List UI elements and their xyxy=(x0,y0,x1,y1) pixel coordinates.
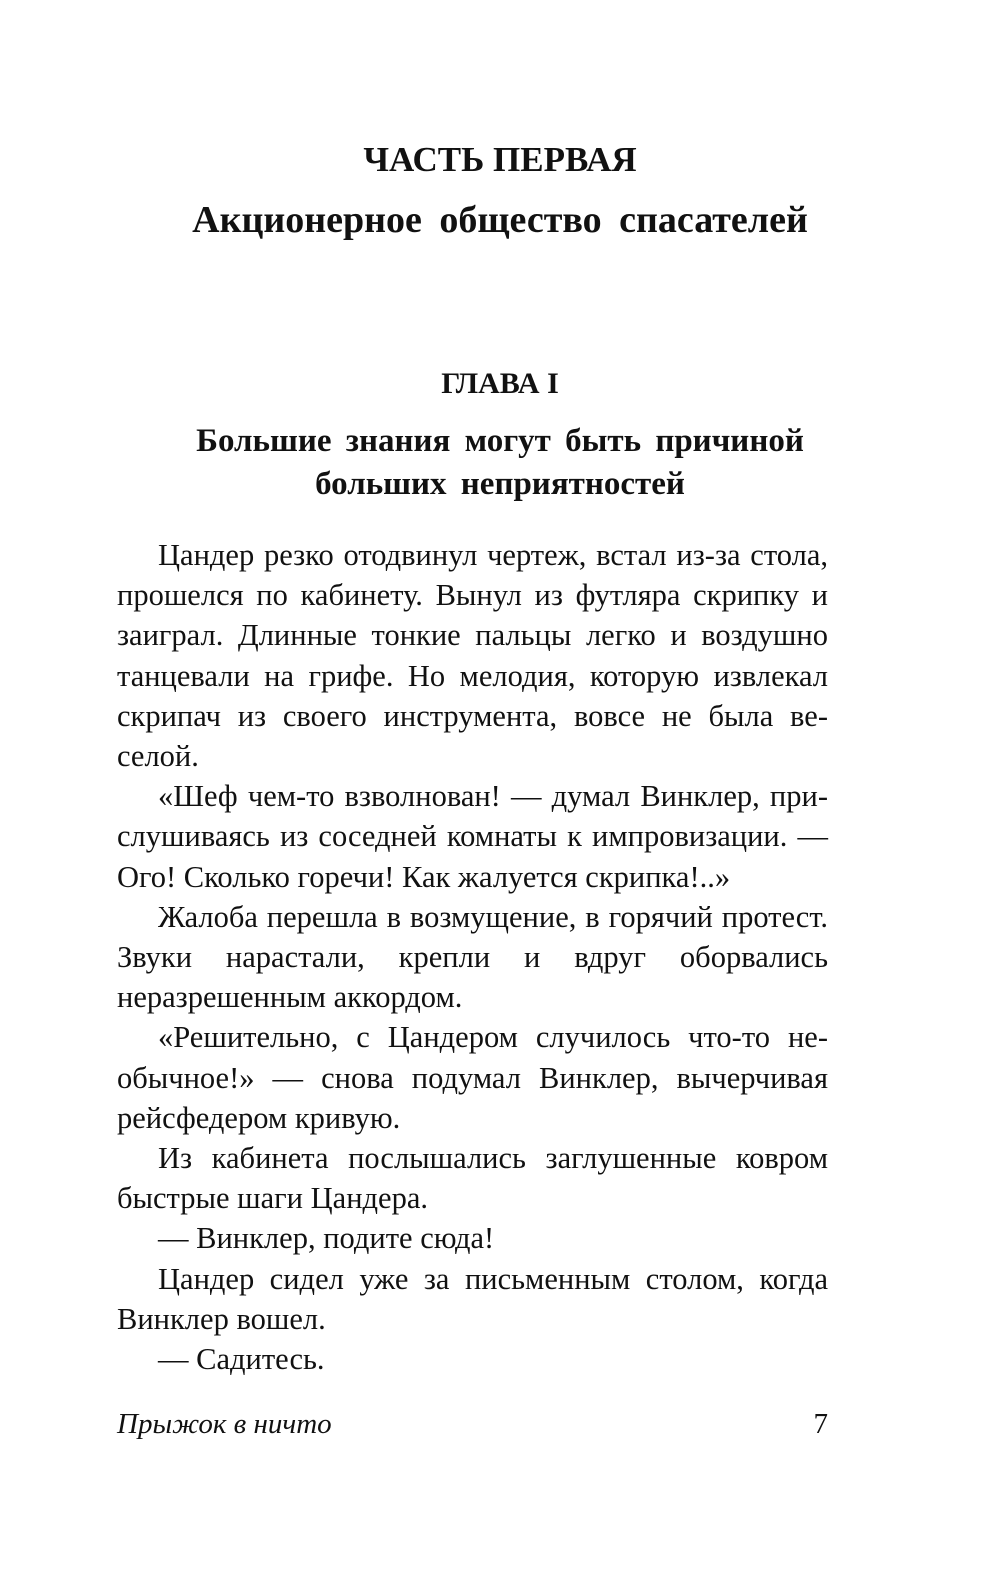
paragraph-8: — Садитесь. xyxy=(158,1342,325,1377)
chapter-title-line-2: больших неприятностей xyxy=(315,466,685,502)
paragraph-6: — Винклер, подите сюда! xyxy=(158,1221,495,1256)
paragraph-4: «Решительно, с Цандером случилось что-то необычное!» — снова подумал Винклер, вычерчивая рейсфедером кривую. xyxy=(117,1020,828,1135)
chapter-label: ГЛАВА I xyxy=(441,367,559,400)
part-title: Акционерное общество спасателей xyxy=(192,199,808,241)
paragraph-1: Цандер резко отодвинул чертеж, встал из-за стола, прошелся по кабинету. Вынул из футляра скрипку и заиграл. Длинные тонкие пальцы легко и воздушно танцевали на грифе. Но мелодия, которую извлекал скрипач из своего инструмента, вовсе не была веселой. xyxy=(117,538,828,774)
chapter-title-line-1: Большие знания могут быть причиной xyxy=(196,423,804,459)
body-text xyxy=(117,535,828,1379)
paragraph-5: Из кабинета послышались заглушенные ковром быстрые шаги Цандера. xyxy=(117,1141,828,1216)
paragraph-7: Цандер сидел уже за письменным столом, когда Винклер вошел. xyxy=(117,1261,828,1336)
part-label: ЧАСТЬ ПЕРВАЯ xyxy=(363,140,637,179)
paragraph-2: «Шеф чем-то взволнован! — думал Винклер, прислушиваясь из соседней комнаты к импровизации. — Ого! Сколько горечи! Как жалуется скрипка!..» xyxy=(117,779,828,894)
page-number: 7 xyxy=(813,1408,828,1440)
paragraph-3: Жалоба перешла в возмущение, в горячий протест. Звуки нарастали, крепли и вдруг оборвались неразрешенным аккордом. xyxy=(117,899,828,1015)
chapter-title xyxy=(0,420,1000,506)
footer-book-title: Прыжок в ничто xyxy=(117,1408,332,1440)
